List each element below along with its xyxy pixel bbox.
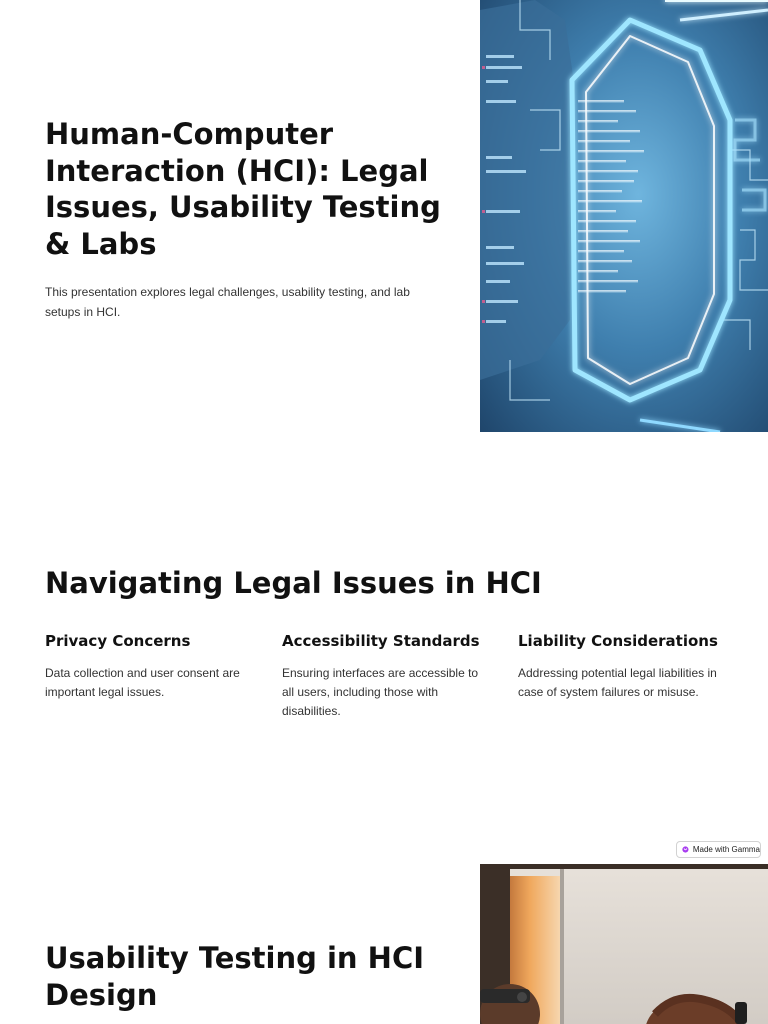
card-text: Data collection and user consent are important legal issues. (45, 666, 240, 699)
card-heading: Accessibility Standards (282, 632, 480, 650)
card-heading: Privacy Concerns (45, 632, 191, 650)
card-heading: Liability Considerations (518, 632, 718, 650)
card-text: Ensuring interfaces are accessible to all users, including those with disabilities. (282, 666, 479, 718)
usability-testing-photo (480, 864, 768, 1024)
glowing-circuit-code-panel-image (480, 0, 768, 432)
circuit-hero-image (480, 0, 768, 432)
gamma-logo-icon (682, 845, 689, 854)
card-text: Addressing potential legal liabilities in case of system failures or misuse. (518, 666, 717, 699)
section-title: Usability Testing in HCI Design (45, 941, 425, 1012)
section-title: Navigating Legal Issues in HCI (45, 566, 542, 600)
presentation-description: This presentation explores legal challenges, usability testing, and lab setups in HCI. (45, 285, 410, 319)
liability-considerations-card (518, 630, 728, 702)
vr-headset-users-photo (480, 864, 768, 1024)
privacy-concerns-card (45, 630, 255, 702)
made-with-gamma-badge[interactable] (676, 841, 761, 858)
badge-label: Made with Gamma (692, 845, 760, 854)
accessibility-standards-card (282, 630, 492, 721)
presentation-title: Human-Computer Interaction (HCI): Legal Issues, Usability Testing & Labs (45, 117, 441, 261)
